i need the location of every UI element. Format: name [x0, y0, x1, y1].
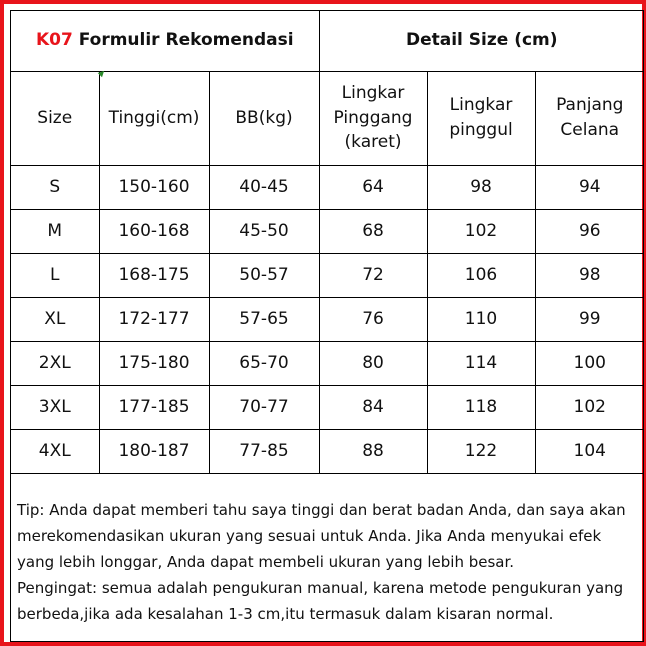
cell-hip: 106	[427, 253, 535, 297]
cell-hip: 98	[427, 165, 535, 209]
cell-length: 94	[535, 165, 644, 209]
cell-weight: 77-85	[209, 429, 319, 473]
cell-hip: 114	[427, 341, 535, 385]
cell-size: M	[11, 209, 99, 253]
cell-height: 172-177	[99, 297, 209, 341]
cell-waist: 72	[319, 253, 427, 297]
cell-weight: 70-77	[209, 385, 319, 429]
cell-weight: 50-57	[209, 253, 319, 297]
cell-length: 99	[535, 297, 644, 341]
notes-box	[11, 477, 644, 627]
cell-size: XL	[11, 297, 99, 341]
cell-hip: 118	[427, 385, 535, 429]
col-header-weight: BB(kg)	[209, 71, 319, 165]
table-row	[11, 297, 644, 341]
form-code: K07	[35, 30, 73, 51]
cell-size: S	[11, 165, 99, 209]
cell-height: 160-168	[99, 209, 209, 253]
cell-length: 104	[535, 429, 644, 473]
table-row	[11, 253, 644, 297]
cell-weight: 57-65	[209, 297, 319, 341]
cell-length: 98	[535, 253, 644, 297]
size-chart	[10, 10, 644, 642]
cell-weight: 65-70	[209, 341, 319, 385]
cell-size: 4XL	[11, 429, 99, 473]
table-row	[11, 341, 644, 385]
col-header-length: Panjang Celana	[535, 71, 644, 165]
cell-length: 100	[535, 341, 644, 385]
cell-size: L	[11, 253, 99, 297]
cell-size: 3XL	[11, 385, 99, 429]
detail-title: Detail Size (cm)	[319, 11, 644, 71]
cell-hip: 122	[427, 429, 535, 473]
cell-height: 177-185	[99, 385, 209, 429]
tip-text: Tip: Anda dapat memberi tahu saya tinggi dan berat badan Anda, dan saya akan merekomendasikan ukuran yang sesuai untuk Anda. Jika Anda menyukai efek yang lebih longgar, Anda dapat membeli ukuran yang lebih besar.	[17, 501, 626, 571]
cell-waist: 88	[319, 429, 427, 473]
col-header-height: Tinggi(cm)	[99, 71, 209, 165]
col-header-size: Size	[11, 71, 99, 165]
col-header-hip: Lingkar pinggul	[427, 71, 535, 165]
cell-waist: 76	[319, 297, 427, 341]
cell-size: 2XL	[11, 341, 99, 385]
cell-waist: 68	[319, 209, 427, 253]
cell-length: 102	[535, 385, 644, 429]
cell-height: 168-175	[99, 253, 209, 297]
table-row	[11, 209, 644, 253]
size-table	[11, 11, 644, 474]
form-title-cell	[11, 11, 319, 71]
cell-waist: 80	[319, 341, 427, 385]
cell-hip: 110	[427, 297, 535, 341]
table-row	[11, 165, 644, 209]
cell-waist: 64	[319, 165, 427, 209]
cell-hip: 102	[427, 209, 535, 253]
cell-height: 180-187	[99, 429, 209, 473]
table-row	[11, 429, 644, 473]
cell-length: 96	[535, 209, 644, 253]
reminder-text: Pengingat: semua adalah pengukuran manual, karena metode pengukuran yang berbeda,jika ada kesalahan 1-3 cm,itu termasuk dalam kisaran normal.	[17, 579, 624, 623]
cell-weight: 40-45	[209, 165, 319, 209]
cell-waist: 84	[319, 385, 427, 429]
table-row	[11, 385, 644, 429]
cell-height: 175-180	[99, 341, 209, 385]
form-title: Formulir Rekomendasi	[78, 30, 294, 51]
cell-weight: 45-50	[209, 209, 319, 253]
col-header-waist: Lingkar Pinggang (karet)	[319, 71, 427, 165]
cell-height: 150-160	[99, 165, 209, 209]
